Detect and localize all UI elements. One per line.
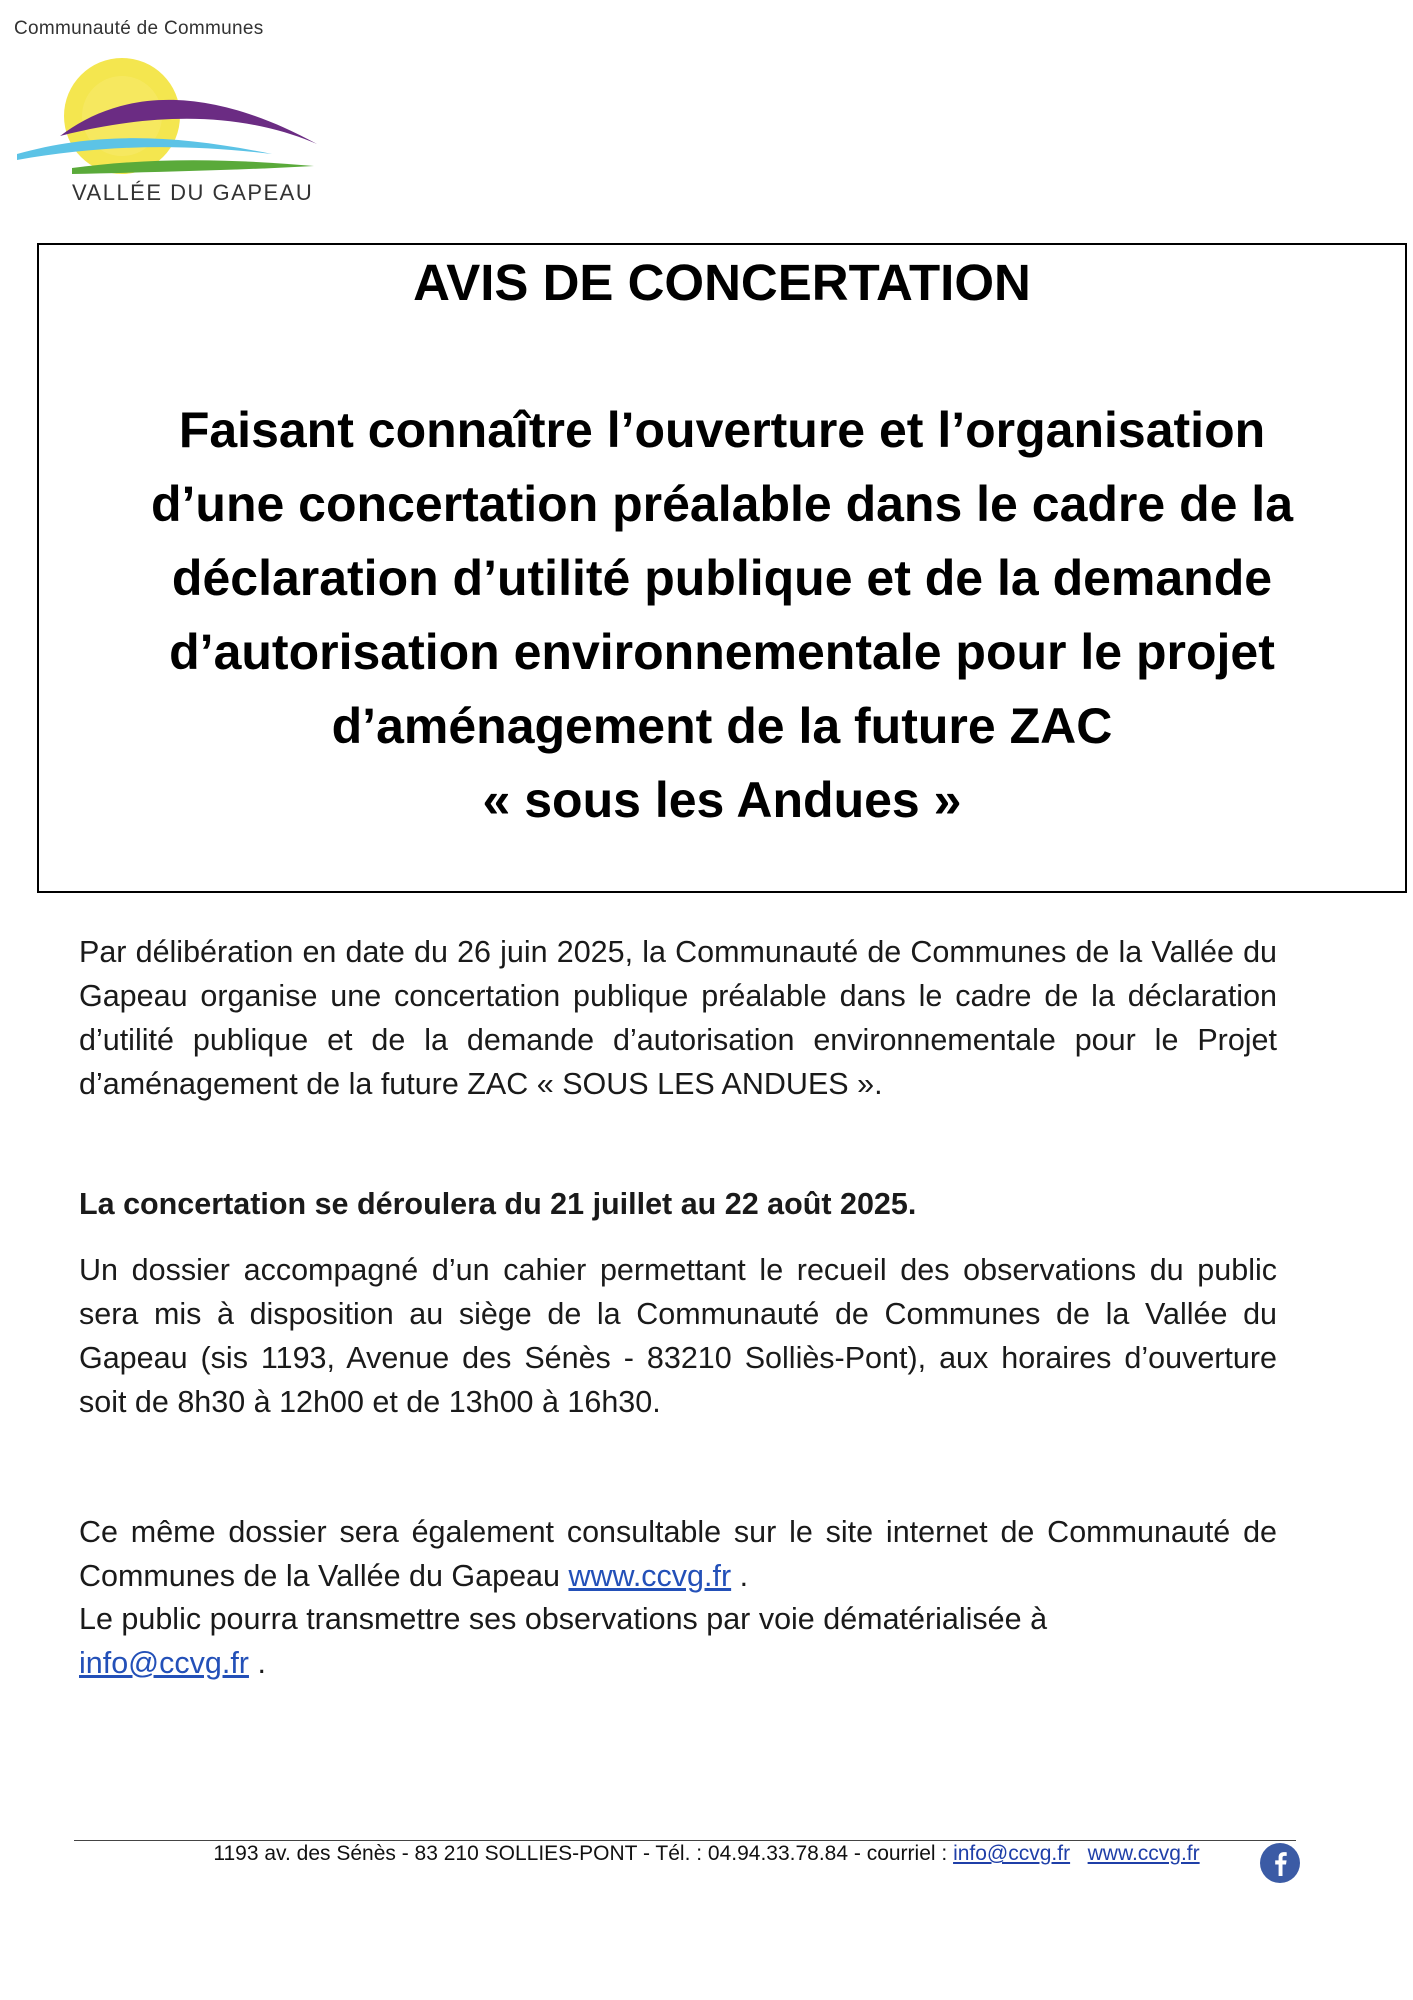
footer-divider (74, 1840, 1296, 1841)
paragraph-dates: La concertation se déroulera du 21 juillet au 22 août 2025. (79, 1187, 917, 1221)
paragraph-deliberation: Par délibération en date du 26 juin 2025, la Communauté de Communes de la Vallée du Gapeau organise une concertation publique préalable dans le cadre de la déclaration d’utilité publique et de la demande d’autorisation environnementale pour le Projet d’aménagement de la future ZAC « SOUS LES ANDUES ». (79, 935, 1277, 1101)
logo-top-text: Communauté de Communes (14, 18, 264, 39)
subtitle-line: d’une concertation préalable dans le cadre de la (150, 476, 1294, 532)
subtitle-line: déclaration d’utilité publique et de la demande (171, 550, 1273, 606)
email-text: Le public pourra transmettre ses observations par voie dématérialisée à (79, 1602, 1048, 1636)
footer-address: 1193 av. des Sénès - 83 210 SOLLIES-PONT - Tél. : 04.94.33.78.84 - courriel : (213, 1842, 954, 1865)
subtitle-line: Faisant connaître l’ouverture et l’organisation (178, 402, 1266, 458)
footer (0, 1842, 1413, 1866)
footer-website-link[interactable]: www.ccvg.fr (1087, 1842, 1200, 1865)
paragraph-dossier: Un dossier accompagné d’un cahier permettant le recueil des observations du public sera mis à disposition au siège de la Communauté de Communes de la Vallée du Gapeau (sis 1193, Avenue des Sénès - 83210 Solliès-Pont), aux horaires d’ouverture soit de 8h30 à 12h00 et de 13h00 à 16h30. (79, 1253, 1277, 1419)
website-text-end: . (731, 1559, 749, 1593)
website-link[interactable]: www.ccvg.fr (568, 1559, 732, 1593)
subtitle-line: « sous les Andues » (482, 772, 962, 828)
logo-graphic (12, 44, 332, 184)
email-link[interactable]: info@ccvg.fr (79, 1646, 249, 1680)
facebook-icon[interactable] (1259, 1842, 1301, 1884)
ccvg-logo (12, 14, 332, 214)
subtitle-line: d’autorisation environnementale pour le projet (169, 624, 1275, 680)
website-text: Ce même dossier sera également consultable sur le site internet de Communauté de Communes de la Vallée du Gapeau (79, 1515, 1277, 1593)
paragraph-email (79, 1597, 1277, 1685)
notice-box (37, 243, 1407, 893)
email-text-end: . (248, 1646, 266, 1680)
subtitle-line: d’aménagement de la future ZAC (331, 698, 1113, 754)
notice-title: AVIS DE CONCERTATION (413, 254, 1031, 311)
footer-email-link[interactable]: info@ccvg.fr (953, 1842, 1071, 1865)
paragraph-website (79, 1510, 1277, 1598)
notice-subtitle (59, 393, 1385, 837)
logo-bottom-text: VALLÉE DU GAPEAU (72, 180, 314, 205)
